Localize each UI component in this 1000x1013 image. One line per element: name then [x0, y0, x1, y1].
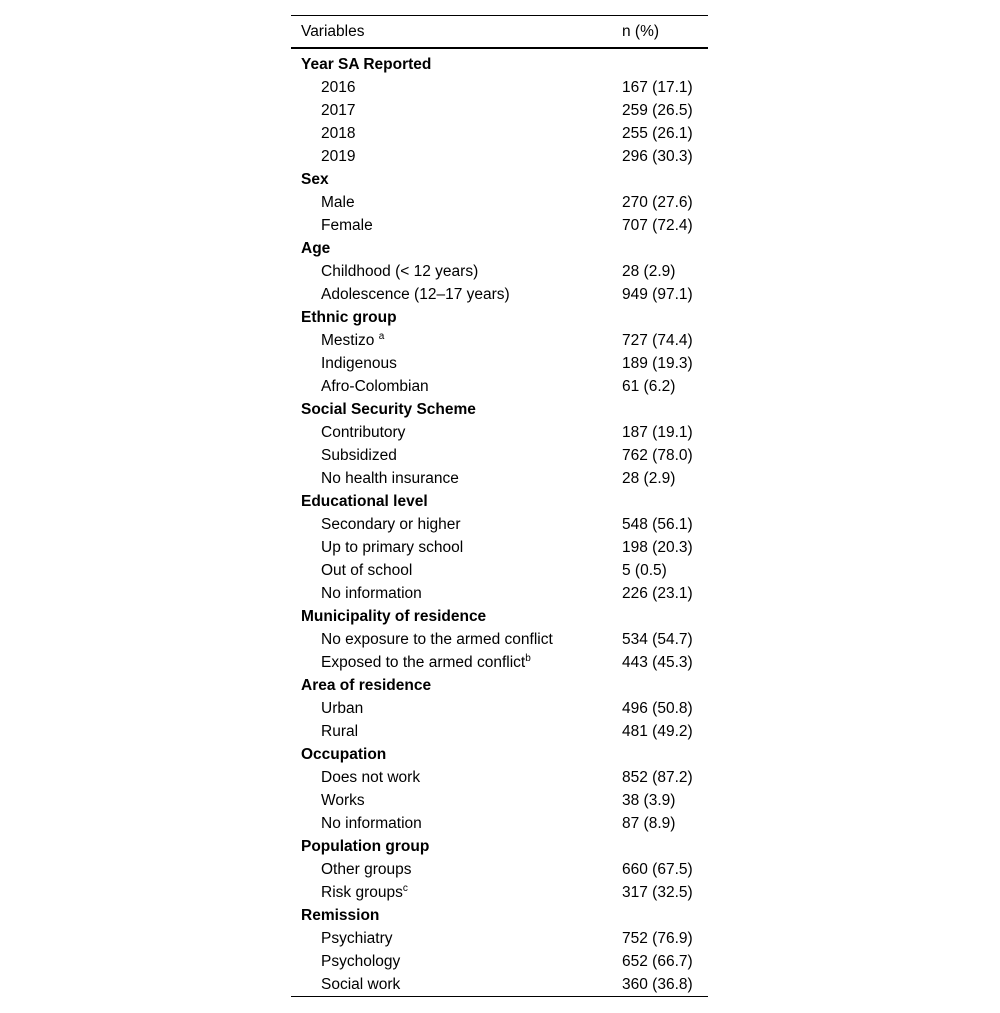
- row-label: Adolescence (12–17 years): [321, 286, 510, 303]
- section-value-empty: [622, 398, 708, 421]
- row-value: 534 (54.7): [622, 631, 693, 648]
- section-header-row: [291, 53, 708, 76]
- section-label: Year SA Reported: [301, 56, 432, 73]
- row-value: 727 (74.4): [622, 332, 693, 349]
- header-n-percent: n (%): [622, 23, 660, 40]
- characteristics-table-container: [291, 15, 708, 997]
- section-header-row: [291, 904, 708, 927]
- table-row: [291, 191, 708, 214]
- row-value: 61 (6.2): [622, 378, 676, 395]
- row-value: 762 (78.0): [622, 447, 693, 464]
- table-row: [291, 789, 708, 812]
- table-row: [291, 99, 708, 122]
- row-label: Afro-Colombian: [321, 378, 429, 395]
- row-value: 496 (50.8): [622, 700, 693, 717]
- row-label-cell: [291, 973, 622, 997]
- section-header-row: [291, 743, 708, 766]
- section-label: Social Security Scheme: [301, 401, 476, 418]
- header-variables: Variables: [301, 23, 365, 40]
- row-label: Contributory: [321, 424, 406, 441]
- row-value: 38 (3.9): [622, 792, 676, 809]
- row-label: Social work: [321, 976, 401, 993]
- table-row: [291, 720, 708, 743]
- row-label-cell: [291, 352, 622, 375]
- row-value: 707 (72.4): [622, 217, 693, 234]
- row-label: Childhood (< 12 years): [321, 263, 479, 280]
- row-label-cell: [291, 628, 622, 651]
- row-label: No information: [321, 585, 422, 602]
- table-row: [291, 352, 708, 375]
- row-value: 255 (26.1): [622, 125, 693, 142]
- section-value-empty: [622, 605, 708, 628]
- row-label-cell: [291, 927, 622, 950]
- row-label-cell: [291, 582, 622, 605]
- table-row: [291, 329, 708, 352]
- row-label-cell: [291, 789, 622, 812]
- table-body: [291, 48, 708, 997]
- row-label: No health insurance: [321, 470, 459, 487]
- table-row: [291, 651, 708, 674]
- section-value-empty: [622, 168, 708, 191]
- section-label: Municipality of residence: [301, 608, 487, 625]
- section-label: Population group: [301, 838, 430, 855]
- row-label-cell: [291, 214, 622, 237]
- section-value-empty: [622, 743, 708, 766]
- table-row: [291, 628, 708, 651]
- table-row: [291, 283, 708, 306]
- row-value: 317 (32.5): [622, 884, 693, 901]
- row-label: Out of school: [321, 562, 413, 579]
- row-label-cell: [291, 191, 622, 214]
- table-row: [291, 145, 708, 168]
- section-value-empty: [622, 904, 708, 927]
- row-label-cell: [291, 697, 622, 720]
- table-row: [291, 950, 708, 973]
- table-header: [291, 16, 708, 49]
- row-label: Urban: [321, 700, 364, 717]
- table-row: [291, 582, 708, 605]
- row-value: 259 (26.5): [622, 102, 693, 119]
- table-row: [291, 559, 708, 582]
- section-label: Sex: [301, 171, 329, 188]
- section-label: Remission: [301, 907, 380, 924]
- section-value-empty: [622, 490, 708, 513]
- row-label: Psychology: [321, 953, 401, 970]
- row-value: 87 (8.9): [622, 815, 676, 832]
- row-label-cell: [291, 375, 622, 398]
- row-value: 187 (19.1): [622, 424, 693, 441]
- footnote-marker: c: [402, 882, 408, 894]
- row-value: 852 (87.2): [622, 769, 693, 786]
- table-row: [291, 214, 708, 237]
- section-label: Occupation: [301, 746, 387, 763]
- table-row: [291, 536, 708, 559]
- row-label-cell: [291, 329, 622, 352]
- row-label: 2017: [321, 102, 356, 119]
- section-header-row: [291, 398, 708, 421]
- row-label: Does not work: [321, 769, 421, 786]
- section-header-row: [291, 168, 708, 191]
- row-label: 2016: [321, 79, 356, 96]
- row-label: No exposure to the armed conflict: [321, 631, 553, 648]
- table-row: [291, 513, 708, 536]
- row-label: Works: [321, 792, 365, 809]
- row-value: 5 (0.5): [622, 562, 667, 579]
- row-label-cell: [291, 283, 622, 306]
- row-label: Secondary or higher: [321, 516, 461, 533]
- header-row: [291, 16, 708, 49]
- row-label: Subsidized: [321, 447, 397, 464]
- row-label-cell: [291, 536, 622, 559]
- table-row: [291, 812, 708, 835]
- row-value: 652 (66.7): [622, 953, 693, 970]
- row-label-cell: [291, 513, 622, 536]
- section-value-empty: [622, 835, 708, 858]
- section-header-row: [291, 490, 708, 513]
- table-row: [291, 375, 708, 398]
- table-row: [291, 697, 708, 720]
- row-label-cell: [291, 76, 622, 99]
- row-label: 2018: [321, 125, 356, 142]
- table-row: [291, 881, 708, 904]
- section-header-row: [291, 605, 708, 628]
- footnote-marker: a: [378, 330, 385, 342]
- row-label-cell: [291, 812, 622, 835]
- row-label-cell: [291, 421, 622, 444]
- table-footer: [291, 997, 708, 998]
- section-label: Age: [301, 240, 331, 257]
- row-label: Female: [321, 217, 373, 234]
- row-label: 2019: [321, 148, 356, 165]
- row-value: 198 (20.3): [622, 539, 693, 556]
- table-row: [291, 122, 708, 145]
- row-label-cell: [291, 950, 622, 973]
- footnote-marker: b: [525, 652, 531, 664]
- section-label: Educational level: [301, 493, 428, 510]
- table-row: [291, 467, 708, 490]
- row-label: Psychiatry: [321, 930, 393, 947]
- table-row: [291, 76, 708, 99]
- row-label: Male: [321, 194, 355, 211]
- table-bottom-rule: [291, 997, 708, 998]
- row-value: 167 (17.1): [622, 79, 693, 96]
- row-value: 270 (27.6): [622, 194, 693, 211]
- section-label: Ethnic group: [301, 309, 397, 326]
- row-label-cell: [291, 766, 622, 789]
- table-row: [291, 260, 708, 283]
- row-label: Risk groups: [321, 884, 403, 901]
- row-label: Exposed to the armed conflict: [321, 654, 526, 671]
- row-label-cell: [291, 467, 622, 490]
- row-value: 949 (97.1): [622, 286, 693, 303]
- table-row: [291, 927, 708, 950]
- row-value: 189 (19.3): [622, 355, 693, 372]
- row-label-cell: [291, 99, 622, 122]
- section-label: Area of residence: [301, 677, 432, 694]
- row-label: Rural: [321, 723, 359, 740]
- row-value: 296 (30.3): [622, 148, 693, 165]
- section-value-empty: [622, 306, 708, 329]
- section-value-empty: [622, 674, 708, 697]
- section-header-row: [291, 237, 708, 260]
- row-value: 28 (2.9): [622, 263, 676, 280]
- row-label: Other groups: [321, 861, 412, 878]
- row-label: No information: [321, 815, 422, 832]
- section-value-empty: [622, 53, 708, 76]
- row-value: 28 (2.9): [622, 470, 676, 487]
- section-value-empty: [622, 237, 708, 260]
- row-value: 752 (76.9): [622, 930, 693, 947]
- section-header-row: [291, 306, 708, 329]
- table-row: [291, 421, 708, 444]
- row-value: 443 (45.3): [622, 654, 693, 671]
- table-row: [291, 973, 708, 997]
- section-header-row: [291, 835, 708, 858]
- row-value: 481 (49.2): [622, 723, 693, 740]
- characteristics-table: [291, 15, 708, 997]
- row-value: 660 (67.5): [622, 861, 693, 878]
- row-value: 226 (23.1): [622, 585, 693, 602]
- row-label-cell: [291, 651, 622, 674]
- row-label-cell: [291, 444, 622, 467]
- row-label-cell: [291, 122, 622, 145]
- row-label-cell: [291, 559, 622, 582]
- table-row: [291, 766, 708, 789]
- section-header-row: [291, 674, 708, 697]
- row-label: Up to primary school: [321, 539, 464, 556]
- table-row: [291, 444, 708, 467]
- row-label-cell: [291, 720, 622, 743]
- row-label-cell: [291, 858, 622, 881]
- row-label-cell: [291, 260, 622, 283]
- row-value: 360 (36.8): [622, 976, 693, 993]
- table-row: [291, 858, 708, 881]
- row-label-cell: [291, 881, 622, 904]
- row-label: Mestizo: [321, 332, 379, 349]
- row-label-cell: [291, 145, 622, 168]
- row-value: 548 (56.1): [622, 516, 693, 533]
- row-label: Indigenous: [321, 355, 397, 372]
